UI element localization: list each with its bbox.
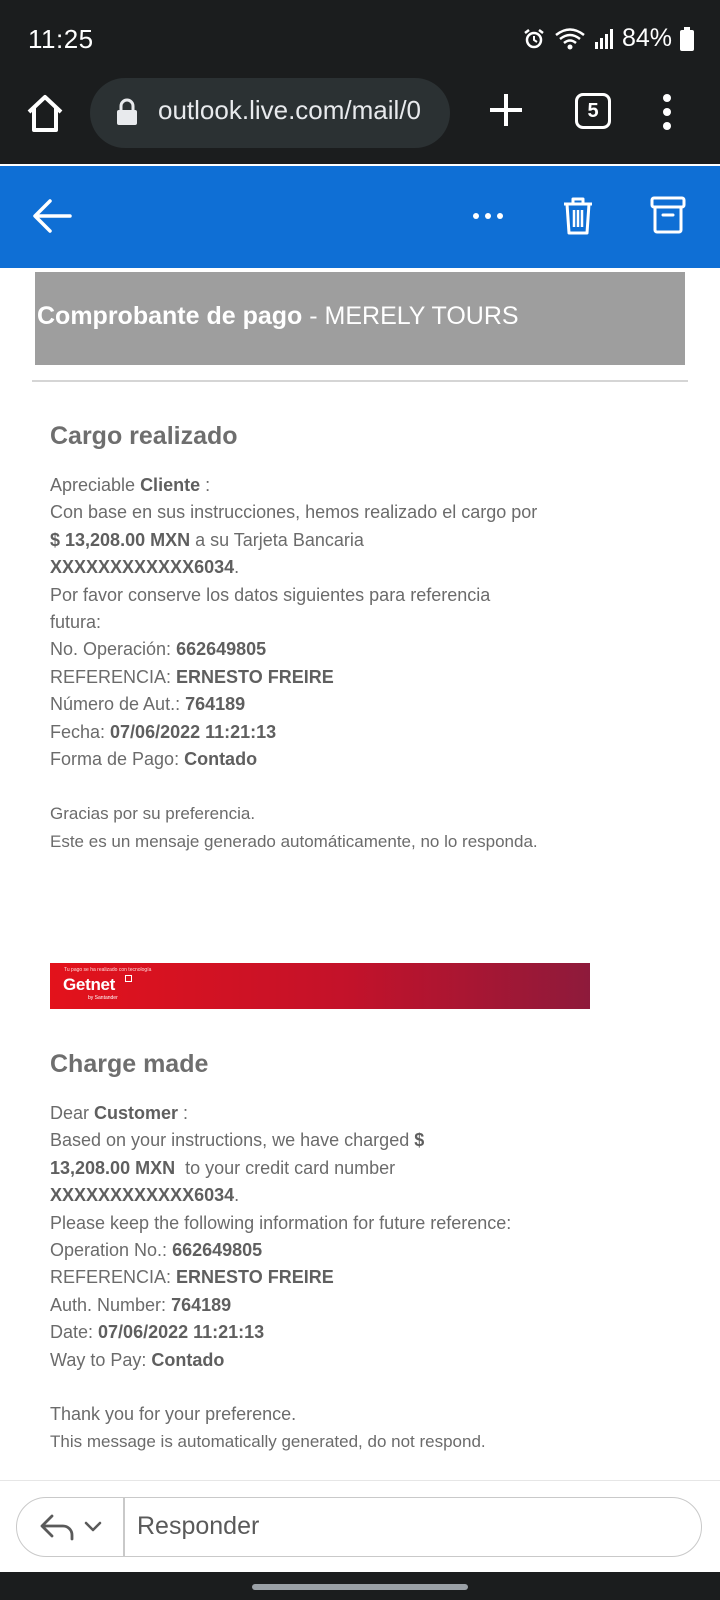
text: . (234, 1185, 240, 1206)
receipt-en (50, 1100, 610, 1456)
label: Auth. Number: (50, 1294, 172, 1315)
card-line-en (50, 1182, 610, 1209)
battery-icon (680, 27, 694, 51)
line: This message is automatically generated, do not respond. (50, 1432, 486, 1452)
signal-icon (594, 28, 614, 50)
reference-line-en (50, 1264, 610, 1291)
spacer (50, 1374, 610, 1401)
value: 07/06/2022 11:21:13 (110, 721, 277, 742)
value: ERNESTO FREIRE (176, 1267, 334, 1288)
label: Fecha: (50, 721, 111, 742)
reply-bar (0, 1480, 720, 1572)
getnet-logo: Getnet (63, 975, 116, 994)
line: futura: (50, 612, 102, 633)
section-title-en: Charge made (50, 1050, 209, 1078)
label: Way to Pay: (50, 1349, 152, 1370)
auth-line-en (50, 1292, 610, 1319)
text: to your credit card number (175, 1157, 396, 1178)
archive-icon[interactable] (650, 196, 686, 234)
reply-icon[interactable] (39, 1512, 75, 1542)
line: Gracias por su preferencia. (50, 804, 256, 824)
tabs-button[interactable] (575, 93, 611, 129)
battery-percent: 84% (621, 24, 672, 52)
label: Forma de Pago: (50, 749, 185, 770)
text: : (200, 475, 211, 495)
receipt-es (50, 472, 610, 855)
reference-line-es (50, 664, 610, 691)
logo-mark (125, 975, 132, 982)
label: Date: (50, 1322, 99, 1343)
text-bold: Customer (94, 1103, 179, 1123)
header-bold: Comprobante de pago (37, 302, 303, 330)
system-nav-bar (0, 1572, 720, 1600)
tab-count: 5 (587, 99, 599, 122)
value: Contado (151, 1349, 225, 1370)
value: 764189 (185, 694, 246, 715)
gesture-handle[interactable] (252, 1584, 468, 1590)
amount-line-es (50, 527, 610, 554)
operation-line-es (50, 636, 610, 663)
mail-toolbar (0, 166, 720, 268)
delete-icon[interactable] (562, 196, 594, 236)
amount-line-en (50, 1155, 610, 1182)
divider (32, 380, 688, 382)
label: No. Operación: (50, 639, 177, 660)
value: Contado (184, 749, 258, 770)
text: . (234, 557, 240, 578)
date-line-es (50, 719, 610, 746)
more-horiz-icon[interactable] (470, 206, 506, 226)
text: Based on your instructions, we have charged (50, 1130, 415, 1151)
payment-line-en (50, 1347, 610, 1374)
spacer (50, 773, 610, 800)
divider (123, 1498, 125, 1556)
reply-input[interactable]: Responder (137, 1512, 260, 1540)
text-bold: Cliente (140, 475, 201, 495)
email-header-band (35, 272, 685, 365)
label: Número de Aut.: (50, 694, 186, 715)
reply-box[interactable] (16, 1497, 702, 1557)
more-vert-icon[interactable] (655, 92, 679, 132)
value: 662649805 (172, 1240, 263, 1261)
url-text: outlook.live.com/mail/0 (158, 95, 421, 125)
auth-line-es (50, 691, 610, 718)
value: 764189 (171, 1294, 232, 1315)
line: Por favor conserve los datos siguientes para referencia (50, 584, 491, 605)
line: Please keep the following information for future reference: (50, 1212, 512, 1233)
getnet-banner (50, 963, 590, 1009)
charge-line-en (50, 1127, 610, 1154)
banner-by: by Santander (88, 995, 118, 1001)
operation-line-en (50, 1237, 610, 1264)
label: REFERENCIA: (50, 666, 177, 687)
label: Operation No.: (50, 1240, 173, 1261)
section-title-es: Cargo realizado (50, 422, 238, 450)
payment-line-es (50, 746, 610, 773)
text: Apreciable (50, 475, 141, 495)
header-rest: - MERELY TOURS (302, 302, 519, 330)
card-number: XXXXXXXXXXXX6034 (50, 1185, 235, 1206)
greeting-en (50, 1100, 610, 1127)
date-line-en (50, 1319, 610, 1346)
card-number: XXXXXXXXXXXX6034 (50, 557, 235, 578)
line: Thank you for your preference. (50, 1404, 297, 1425)
amount: 13,208.00 MXN (50, 1157, 176, 1178)
banner-caption: Tu pago se ha realizado con tecnología (64, 967, 152, 973)
chevron-down-icon[interactable] (83, 1520, 103, 1534)
label: REFERENCIA: (50, 1267, 177, 1288)
value: 662649805 (176, 639, 267, 660)
line: Este es un mensaje generado automáticamente, no lo responda. (50, 831, 538, 851)
back-arrow-icon[interactable] (32, 198, 72, 234)
line: Con base en sus instrucciones, hemos realizado el cargo por (50, 502, 538, 523)
lock-icon (116, 98, 138, 126)
currency: $ (414, 1130, 425, 1151)
email-subject-header (37, 302, 519, 331)
text: a su Tarjeta Bancaria (190, 529, 364, 550)
browser-bar (0, 78, 720, 164)
text: : (178, 1103, 189, 1123)
status-time: 11:25 (28, 24, 94, 54)
status-bar (0, 0, 720, 78)
wifi-icon (554, 27, 586, 51)
plus-icon[interactable] (488, 90, 524, 130)
greeting-es (50, 472, 610, 499)
address-bar[interactable] (90, 78, 450, 148)
value: 07/06/2022 11:21:13 (98, 1322, 265, 1343)
card-line-es (50, 554, 610, 581)
amount: $ 13,208.00 MXN (50, 529, 191, 550)
value: ERNESTO FREIRE (176, 666, 334, 687)
alarm-icon (522, 27, 546, 51)
text: Dear (50, 1103, 95, 1123)
home-icon[interactable] (25, 92, 65, 136)
status-indicators (522, 24, 694, 53)
email-body[interactable] (0, 268, 720, 1480)
